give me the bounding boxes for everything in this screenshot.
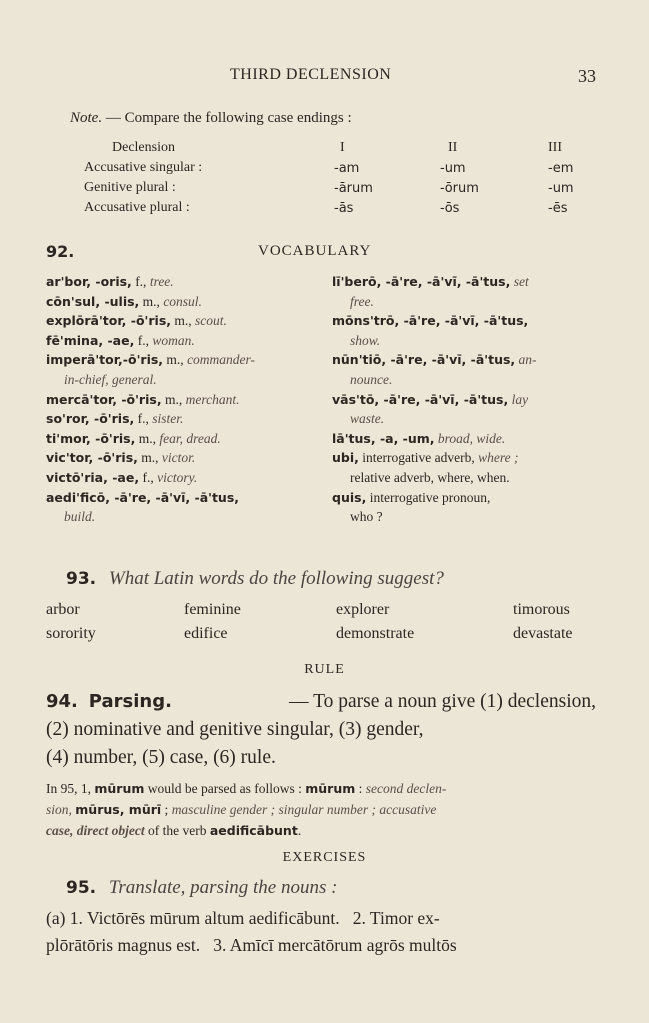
entry-line [332,390,594,410]
meaning-continued: show. [350,332,381,348]
headword: ubi, [332,450,359,466]
grammar: m., [137,450,162,466]
meaning-continued: who ? [350,509,383,525]
vocabulary-entry [332,311,594,350]
paragraph-line: (2) nominative and genitive singular, (3) gender, [46,719,424,740]
vocabulary-entry [332,448,594,487]
vocabulary-left-column [46,272,314,527]
meaning: scout. [195,313,227,329]
chapter-title: THIRD DECLENSION [230,66,392,83]
text: would be parsed as follows : [144,781,306,796]
grammar: m., [161,391,186,407]
section-number-92: 92. [46,242,75,261]
section-93-title: What Latin words do the following suggest? [108,568,444,589]
rule-heading: RULE [304,662,345,677]
column-header: I [340,140,345,155]
entry-line [46,272,314,292]
meaning: woman. [152,332,195,348]
meaning: victor. [161,450,196,466]
vocabulary-heading: VOCABULARY [258,243,372,259]
meaning-continued: waste. [350,411,385,427]
exercises-heading: EXERCISES [282,850,367,865]
meaning-continued: build. [64,509,96,525]
derivatives-list [46,598,596,646]
entry-line [46,488,314,508]
column-header: II [448,140,458,155]
text: : [355,781,366,796]
table-cell: -um [548,180,574,196]
meaning: victory. [157,469,198,485]
table-cell: -am [334,160,360,176]
headword: explōrā'tor, -ō'ris, [46,313,172,329]
table-row [84,158,608,178]
word: demonstrate [336,625,415,642]
vocabulary-entry [332,350,594,389]
vocabulary-entry [332,429,594,449]
meaning: lay [511,391,529,407]
note-label: Note. [70,110,103,126]
meaning: consul. [163,293,202,309]
text: mūrum [305,781,356,796]
text: ; [161,802,172,817]
meaning: fear, dread. [159,430,221,446]
entry-line [332,429,594,449]
vocabulary-entry [46,488,314,527]
entry-line [46,390,314,410]
row-label: Accusative singular : [84,160,203,175]
vocabulary-entry [46,350,314,389]
word: feminine [184,601,241,618]
note-line [70,110,352,127]
column-header: Declension [112,140,175,155]
vocabulary-entry [46,468,314,488]
vocabulary-entry [46,448,314,468]
headword: fē'mina, -ae, [46,332,135,348]
parsing-example [46,778,596,841]
text: mūrum [94,781,145,796]
grammar: f., [131,274,150,289]
headword: vās'tō, -ā're, -ā'vī, -ā'tus, [332,391,509,407]
headword: vic'tor, -ō'ris, [46,450,138,466]
meaning: where ; [478,450,519,466]
meaning-continued: free. [350,293,374,309]
exercise-line: (a) 1. Victōrēs mūrum altum aedificābunt. 2. Timor ex- [46,908,440,928]
vocabulary-entry [46,331,314,351]
text: case, direct object [46,823,145,838]
entry-line [46,311,314,331]
entry-line [46,350,314,370]
vocabulary-right-column [332,272,594,527]
meaning: an- [518,352,537,368]
vocabulary-entry [46,429,314,449]
exercise-text [46,905,596,959]
section-94-paragraph [46,688,596,772]
text: sion, [46,802,72,817]
meaning-continued: in-chief, general. [64,371,157,387]
grammar: m., [171,313,196,329]
text: masculine gender ; singular number ; accusative [171,802,437,817]
meaning-continued: relative adverb, where, when. [350,469,510,485]
headword: mōns'trō, -ā're, -ā'vī, -ā'tus, [332,313,529,329]
headword: victō'ria, -ae, [46,469,140,485]
text: . [297,823,302,838]
vocabulary-entry [46,272,314,292]
word: sorority [46,625,96,642]
page-number: 33 [578,66,596,86]
table-header-row [84,138,608,158]
row-label: Accusative plural : [84,200,190,215]
table-cell: -em [548,160,574,176]
grammar: m., [135,430,160,446]
headword: so'ror, -ō'ris, [46,411,135,427]
case-endings-table [84,138,608,218]
table-cell: -ēs [548,200,568,216]
headword: nūn'tiō, -ā're, -ā'vī, -ā'tus, [332,352,516,368]
entry-line [332,272,594,292]
meaning: broad, wide. [437,430,506,446]
paragraph-line: (4) number, (5) case, (6) rule. [46,747,276,768]
vocabulary-entry [332,390,594,429]
headword: quis, [332,489,367,505]
exercise-line: plōrātōris magnus est. 3. Amīcī mercātōrum agrōs multōs [46,935,457,955]
table-cell: -ārum [334,180,373,196]
headword: ti'mor, -ō'ris, [46,430,136,446]
word: timorous [513,601,570,618]
headword: lā'tus, -a, -um, [332,430,435,446]
meaning: merchant. [185,391,240,407]
column-header: III [548,140,562,155]
meaning-continued: nounce. [350,371,393,387]
vocabulary-entry [46,409,314,429]
vocabulary-entry [332,272,594,311]
headword: cōn'sul, -ulis, [46,293,140,309]
meaning: sister. [152,411,184,427]
paragraph-line [46,688,596,716]
text: In 95, 1, [46,781,95,796]
grammar: interrogative adverb, [358,450,479,466]
vocabulary-entry [46,390,314,410]
table-row [84,198,608,218]
grammar: f., [134,332,153,348]
section-95-heading: 95. Translate, parsing the nouns : [66,877,338,898]
meaning: tree. [149,274,174,289]
word: devastate [513,625,573,642]
word: explorer [336,601,390,618]
entry-line [332,311,594,331]
table-row [84,178,608,198]
table-cell: -ōrum [440,180,479,196]
table-cell: -ōs [440,200,460,216]
entry-line [46,331,314,351]
headword: aedi'ficō, -ā're, -ā'vī, -ā'tus, [46,489,240,505]
meaning: commander- [187,352,256,368]
running-head [46,66,596,88]
entry-line [46,429,314,449]
headword: mercā'tor, -ō'ris, [46,391,162,407]
entry-line [332,488,594,508]
text: mūrus, mūrī [75,802,162,817]
vocabulary-entry [332,488,594,527]
paragraph-lead: 94. Parsing. [46,691,172,712]
note-text: — Compare the following case endings : [105,110,352,126]
headword: ar'bor, -oris, [46,274,132,289]
list-item [46,622,596,646]
word: arbor [46,601,80,618]
word: edifice [184,625,228,642]
row-label: Genitive plural : [84,180,176,195]
table-cell: -um [440,160,466,176]
grammar: interrogative pronoun, [366,489,494,505]
table-cell: -ās [334,200,354,216]
entry-line [332,448,594,468]
headword: imperā'tor,-ō'ris, [46,352,164,368]
list-item [46,598,596,622]
entry-line [46,292,314,312]
meaning: set [513,274,529,289]
entry-line [46,468,314,488]
text: second declen- [365,781,447,796]
text: of the verb [144,823,210,838]
text: aedificābunt [209,823,298,838]
paragraph-text: — To parse a noun give (1) declension, [289,691,596,712]
entry-line [46,409,314,429]
vocabulary-entry [46,292,314,312]
entry-line [46,448,314,468]
headword: lī'berō, -ā're, -ā'vī, -ā'tus, [332,274,511,289]
entry-line [332,350,594,370]
grammar: f., [134,411,153,427]
section-95-title: Translate, parsing the nouns : [108,877,338,898]
vocabulary-entry [46,311,314,331]
section-93-heading: 93. What Latin words do the following suggest? [66,568,444,589]
grammar: f., [139,469,158,485]
grammar: m., [139,293,164,309]
grammar: m., [163,352,188,368]
